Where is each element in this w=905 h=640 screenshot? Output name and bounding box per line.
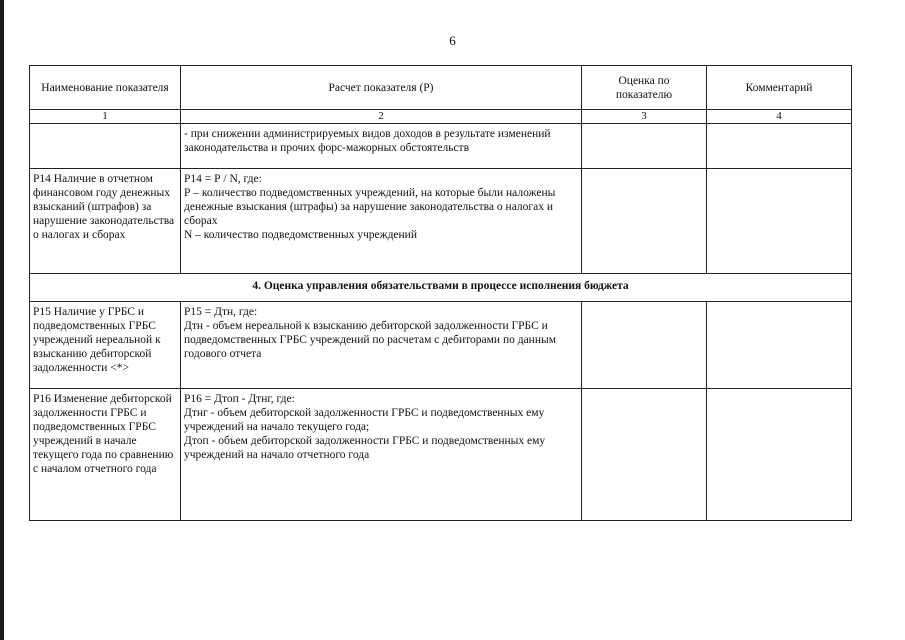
score-cell bbox=[582, 124, 707, 169]
calculation-definition: Р – количество подведомственных учреждений, на которые были наложены денежные взыскания (штрафы) за нарушение законодательства о налогах и сборах bbox=[184, 187, 556, 227]
score-cell bbox=[582, 302, 707, 389]
calculation-formula: Р16 = Дтоп - Дтнг, где: bbox=[184, 393, 295, 405]
calculation-formula: Р15 = Дтн, где: bbox=[184, 306, 258, 318]
section-title: 4. Оценка управления обязательствами в процессе исполнения бюджета bbox=[30, 274, 852, 302]
calculation-cell: - при снижении администрируемых видов доходов в результате изменений законодательства и прочих форс-мажорных обстоятельств bbox=[181, 124, 582, 169]
header-indicator-name: Наименование показателя bbox=[30, 66, 181, 110]
header-calculation: Расчет показателя (Р) bbox=[181, 66, 582, 110]
scan-left-edge bbox=[0, 0, 4, 640]
calculation-definition: N – количество подведомственных учреждений bbox=[184, 229, 417, 241]
table-row bbox=[30, 389, 852, 521]
comment-cell bbox=[707, 169, 852, 274]
calculation-cell bbox=[181, 389, 582, 521]
column-number: 1 bbox=[30, 110, 181, 124]
calculation-definition: Дтн - объем нереальной к взысканию дебиторской задолженности ГРБС и подведомственных ГРБС учреждений по расчетам с дебиторами по данным годового отчета bbox=[184, 320, 556, 360]
header-score: Оценка по показателю bbox=[582, 66, 707, 110]
calculation-definition: Дтоп - объем дебиторской задолженности ГРБС и подведомственных ему учреждений на начало отчетного года bbox=[184, 435, 546, 461]
header-comment: Комментарий bbox=[707, 66, 852, 110]
column-number: 4 bbox=[707, 110, 852, 124]
indicators-table bbox=[29, 65, 852, 521]
indicator-cell: Р14 Наличие в отчетном финансовом году денежных взысканий (штрафов) за нарушение законодательства о налогах и сборах bbox=[30, 169, 181, 274]
table-header-row bbox=[30, 66, 852, 110]
calculation-cell bbox=[181, 302, 582, 389]
column-number: 2 bbox=[181, 110, 582, 124]
comment-cell bbox=[707, 389, 852, 521]
calculation-cell bbox=[181, 169, 582, 274]
page-number: 6 bbox=[449, 33, 456, 48]
column-number-row bbox=[30, 110, 852, 124]
indicator-cell: Р15 Наличие у ГРБС и подведомственных ГРБС учреждений нереальной к взысканию дебиторской задолженности <*> bbox=[30, 302, 181, 389]
column-number: 3 bbox=[582, 110, 707, 124]
table-row bbox=[30, 124, 852, 169]
score-cell bbox=[582, 169, 707, 274]
score-cell bbox=[582, 389, 707, 521]
table-row bbox=[30, 169, 852, 274]
indicator-cell bbox=[30, 124, 181, 169]
table-row bbox=[30, 302, 852, 389]
comment-cell bbox=[707, 124, 852, 169]
calculation-formula: Р14 = Р / N, где: bbox=[184, 173, 262, 185]
calculation-definition: Дтнг - объем дебиторской задолженности ГРБС и подведомственных ему учреждений на начало текущего года; bbox=[184, 407, 545, 433]
indicator-cell: Р16 Изменение дебиторской задолженности ГРБС и подведомственных ГРБС учреждений в начале текущего года по сравнению с началом отчетного года bbox=[30, 389, 181, 521]
comment-cell bbox=[707, 302, 852, 389]
section-heading-row bbox=[30, 274, 852, 302]
